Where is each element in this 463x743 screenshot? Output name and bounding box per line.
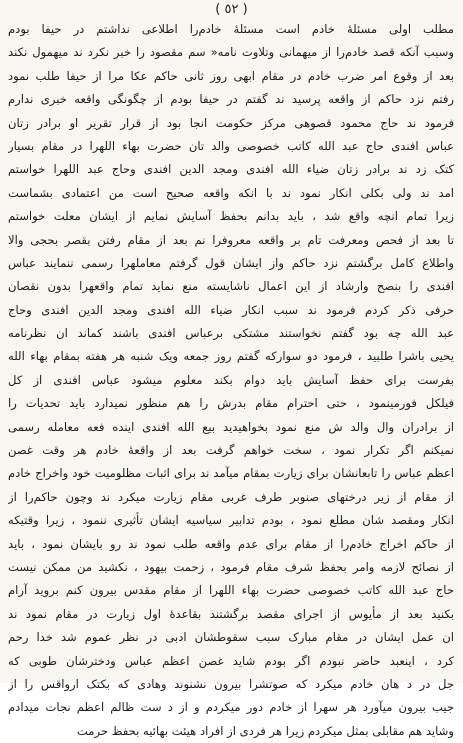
- text-line: بفرست برای حفظ آسایش باید دوام بکند معلوم میشود عباس افندی از کل: [8, 372, 454, 387]
- text-line: فیلکل فورمینمود ، حتی احترام مقام بدرش را هم منظور نمیدارد باید تحدیات را: [8, 396, 454, 411]
- text-line: جل در د هان خادم میکرد که صوتشرا بیرون نشنوند وهادی که بکتک ارواقس را از: [8, 676, 454, 691]
- text-line: عبد الله چه بود گفتم نخواستند مشتکی برعباس افندی باشند کماند ان نظرنامه: [8, 326, 454, 341]
- text-line: جیب بیرون میآورد هر سهرا از خادم دور میکردم و از د ست ظالم اعظم نجات میدادم: [8, 700, 454, 715]
- text-line: افندی را بنصح وارشاد از این اعمال ناشایسته منع نماید تمام واقعهرا بدون نقصان: [8, 279, 454, 294]
- text-line: انکار ومقصد شان مطلع نمود ، بودم تدابیر سیاسیه ایشان تأثیری ننمود ، زیرا وقتیکه: [8, 513, 454, 528]
- text-line: ان عمل ایشان در مقام مبارک سبب سقوطشان ادبی در نظر عموم شد خدا رحم: [8, 630, 454, 645]
- text-line: واطلاع کامل برگشتم نزد حاکم واز ایشان قول گرفتم معاملهرا رسمی ننمایند عباس: [8, 255, 454, 270]
- text-line: بکنید بعد از مأیوس از اجرای مقصد برگشتند بقاعدهٔ اول زیارت در مقام نمود ند: [8, 606, 454, 621]
- text-line: وشاید هم مقابلی بمثل میکردم زیرا هر فردی از افراد هیئت بهائیه بحفظ حرمت: [76, 723, 454, 738]
- text-line: بعد از وقوع امر ضرب خادم در مقام ابهی روز ثانی حاکم عکا مرا از حیفا طلب نمود: [8, 68, 454, 83]
- body-text: [8, 18, 454, 743]
- text-line: امد ند ولی بکلی انکار نمود ند با انکه واقعه صحیح است من اعتمادی بشماست: [8, 185, 454, 200]
- text-line: از مقام از زیر درختهای صنوبر طرف غربی مقام زیارت میکرد ند وچون حاکم‌را از: [8, 489, 454, 504]
- text-line: رفتم نزد حاکم از واقعه پرسید ند گفتم در حیفا بودم از چگونگی واقعه خبری ندارم: [8, 92, 454, 107]
- text-line: وسبب آنکه قصد خادم‌را از میهمانی وتلاوت نامه« سم مقصود را خبر نکرد ند میهمول نکند: [8, 45, 454, 60]
- text-line: تا بعد از فحص ومعرفت تام بر واقعه معروفرا نم بعد از مقام رفتن بقصر بحجی والا: [8, 232, 454, 247]
- text-line: نمیکنم اگر تکرار نمود ، سخت خواهم گرفت بعد از واقعهٔ خادم هر وقت غصن: [8, 443, 454, 458]
- text-line: حاج عبد الله کاتب خصوصی حضرت بهاء اللهرا از مقام مقدس بیرون کنم بروید آرام: [8, 583, 454, 598]
- text-line: کرد ، اینعبد حاضر نبودم اگر بودم شاید غصن اعظم عباس ودخترشان طوبی که: [8, 653, 454, 668]
- text-line: یحیی باشرا طلبید ، فرمود دو سوارکه گفتم روز جمعه ویک شنبه هر هفته بمقام بهاء الله: [8, 349, 454, 364]
- text-line: از حاکم اخراج خادم‌را از مقام برای عدم واقعه طلب نمود ند رو بایشان نمود ، باید: [8, 536, 454, 551]
- page-number: ( ٥٢ ): [215, 2, 248, 17]
- text-line: زیرا تمام انچه واقع شد ، باید بدانم بحفظ آسایش نمایم از ایشان معلت خواستم: [8, 209, 454, 224]
- text-line: فرمود ند حاج محمود قصوهی مرکز حکومت انجا بود از قرار تقریر او برادر زتان: [8, 115, 454, 130]
- text-line: کتک زد ند برادر زتان ضیاء الله افندی ومجد الدین افندی وحاج عبد اللهرا خواستم: [8, 162, 454, 177]
- text-line: از نصائح لازمه وامر بحفظ شرف مقام فرمود ، زحمت بیهود ، نکشید من ممکن نیست: [8, 559, 454, 574]
- text-line: عباس افندی حاج عبد الله کاتب خصوصی والد تان حضرت بهاء اللهرا در مقام بسیار: [8, 138, 454, 153]
- text-line: اعظم عباس را تابعانشان برای زیارت بمقام میآمد ند برای اثبات مظلومیت خود واخراج خادم: [8, 466, 454, 481]
- text-line: مطلب اولی مسئلهٔ خادم است مسئلهٔ خادم‌را اطلاعی نداشتم در حیفا بودم: [8, 22, 454, 36]
- text-line: از برادران وال والد ش منع نمود بخواهیدید بیع الله افندی اینده فعه معامله رسمی: [8, 419, 454, 434]
- text-line: حرفی ذکر کردم فرمود ند سبب انکار ضیاء الله افندی ومجد الدین افندی وحاج: [8, 302, 454, 317]
